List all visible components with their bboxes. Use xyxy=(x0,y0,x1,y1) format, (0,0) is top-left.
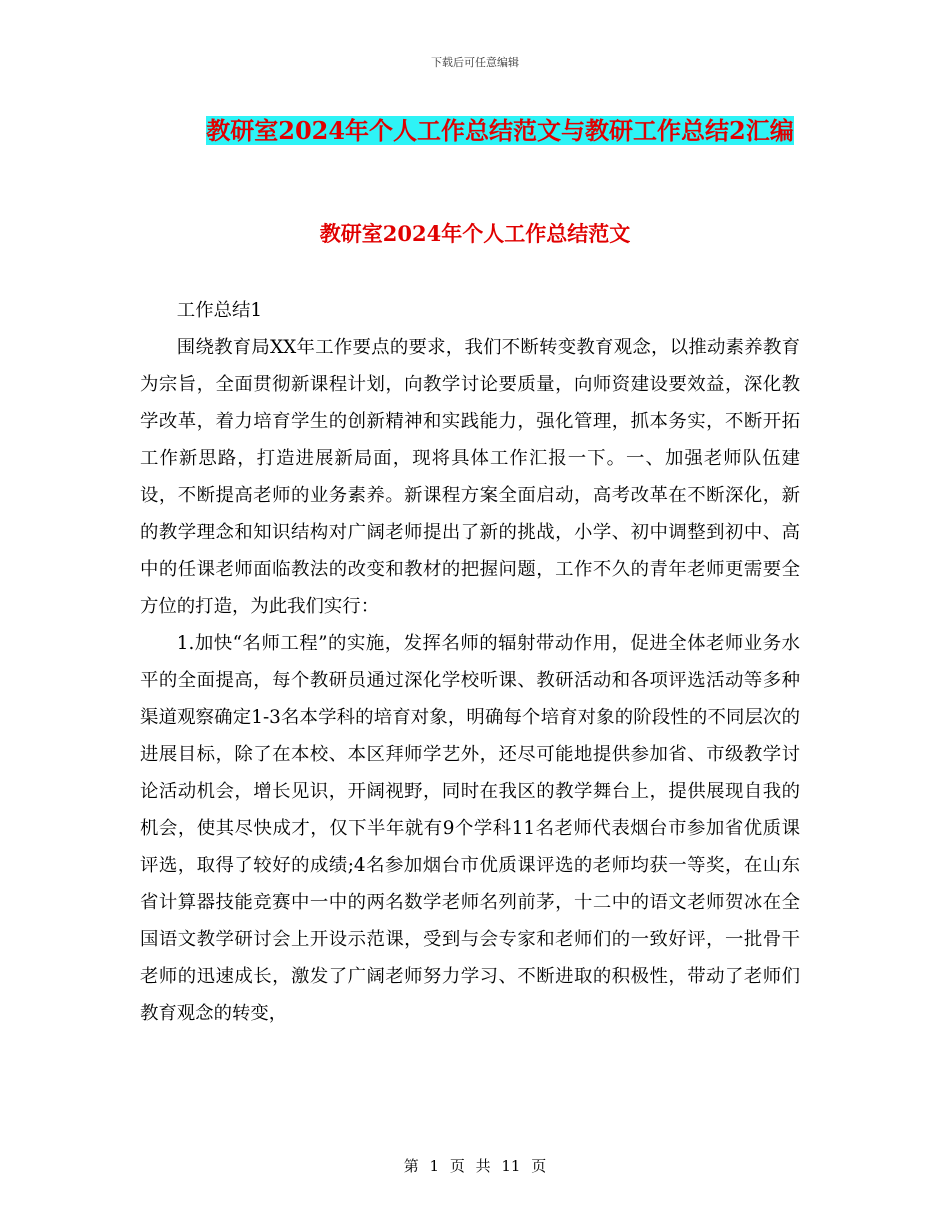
document-title xyxy=(185,110,815,152)
section-title: 教研室2024年个人工作总结范文 xyxy=(319,221,631,246)
subheading: 工作总结1 xyxy=(176,300,263,321)
paragraph: 围绕教育局XX年工作要点的要求，我们不断转变教育观念，以推动素养教育为宗旨，全面贯彻新课程计划，向教学讨论要质量，向师资建设要效益，深化教学改革，着力培育学生的创新精神和实践能力，强化管理，抓本务实，不断开拓工作新思路，打造进展新局面，现将具体工作汇报一下。一、加强老师队伍建设，不断提高老师的业务素养。新课程方案全面启动，高考改革在不断深化，新的教学理念和知识结构对广阔老师提出了新的挑战，小学、初中调整到初中、高中的任课老师面临教法的改变和教材的把握问题，工作不久的青年老师更需要全方位的打造，为此我们实行： xyxy=(140,337,800,617)
header-note: 下载后可任意编辑 xyxy=(431,56,519,69)
page-footer: 第 1 页 共 11 页 xyxy=(403,1157,547,1175)
document-title-text: 教研室2024年个人工作总结范文与教研工作总结2汇编 xyxy=(206,116,794,145)
document-body xyxy=(140,292,800,1032)
paragraph: 1.加快“名师工程”的实施，发挥名师的辐射带动作用，促进全体老师业务水平的全面提高，每个教研员通过深化学校听课、教研活动和各项评选活动等多种渠道观察确定1-3名本学科的培育对象，明确每个培育对象的阶段性的不同层次的进展目标，除了在本校、本区拜师学艺外，还尽可能地提供参加省、市级教学讨论活动机会，增长见识，开阔视野，同时在我区的教学舞台上，提供展现自我的机会，使其尽快成才，仅下半年就有9个学科11名老师代表烟台市参加省优质课评选，取得了较好的成绩;4名参加烟台市优质课评选的老师均获一等奖，在山东省计算器技能竞赛中一中的两名数学老师名列前茅，十二中的语文老师贺冰在全国语文教学研讨会上开设示范课，受到与会专家和老师们的一致好评，一批骨干老师的迅速成长，激发了广阔老师努力学习、不断进取的积极性，带动了老师们教育观念的转变， xyxy=(140,633,800,1024)
